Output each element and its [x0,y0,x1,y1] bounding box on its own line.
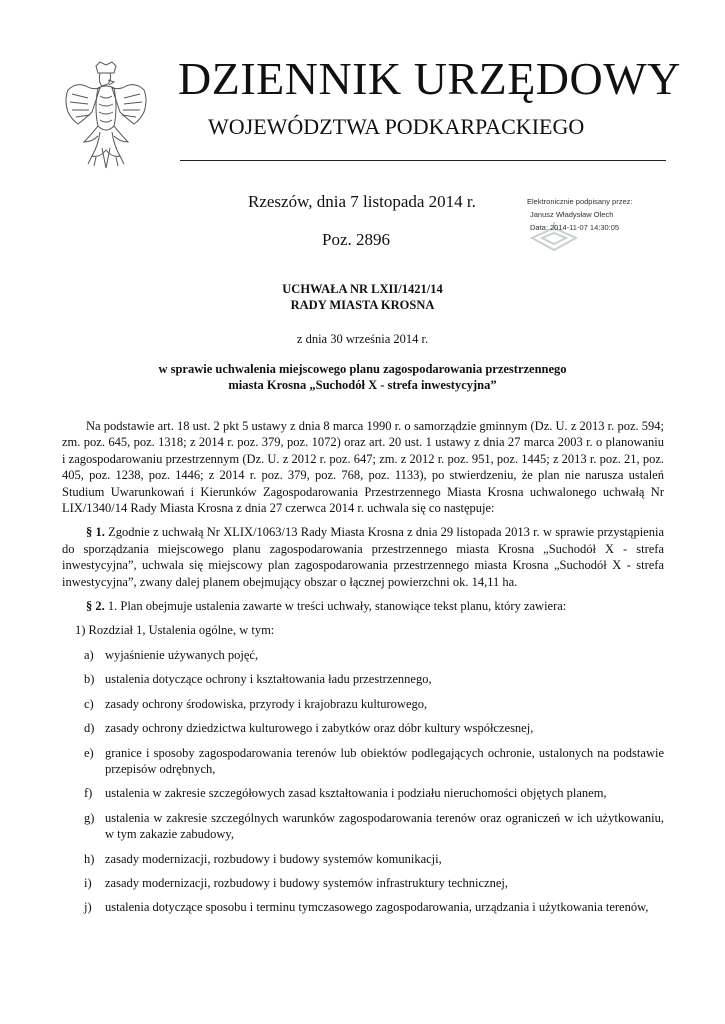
act-subject [0,361,725,393]
list-item-text: ustalenia w zakresie szczególnych warunków zagospodarowania terenów oraz ograniczeń w ich użytkowaniu, w tym zakazie zabudowy, [105,810,664,842]
list-item-text: zasady modernizacji, rozbudowy i budowy systemów komunikacji, [105,851,442,866]
signature-label: Elektronicznie podpisany przez: [527,197,633,206]
act-subject-line-1: w sprawie uchwalenia miejscowego planu zagospodarowania przestrzennego [158,362,567,376]
list-item [84,851,664,867]
list-item-text: zasady modernizacji, rozbudowy i budowy systemów infrastruktury technicznej, [105,875,509,890]
position-number: Poz. 2896 [322,230,390,249]
list-item-marker: i) [84,875,92,890]
list-item-text: wyjaśnienie używanych pojęć, [105,647,259,662]
list-item [84,720,664,736]
list-item [84,875,664,891]
list-item [84,647,664,663]
section-2-paragraph [62,598,664,614]
list-item-marker: j) [84,900,92,915]
list-item-marker: f) [84,786,93,801]
section-1-text: Zgodnie z uchwałą Nr XLIX/1063/13 Rady Miasta Krosna z dnia 29 listopada 2013 r. w sprawie przystąpienia do sporządzania miejscowego planu zagospodarowania przestrzennego miasta Krosna „Suchodół X - strefa inwestycyjna”, uchwala się miejscowy plan zagospodarowania przestrzennego miasta Krosna „Suchodół X - strefa inwestycyjna”, zwany dalej planem obejmujący obszar o łącznej powierzchni ok. 14,11 ha. [62,525,664,589]
act-date: z dnia 30 września 2014 r. [296,332,429,346]
journal-subtitle: WOJEWÓDZTWA PODKARPACKIEGO [208,114,585,139]
list-item-text: zasady ochrony środowiska, przyrody i krajobrazu kulturowego, [105,696,428,711]
list-item [84,810,664,843]
journal-title: DZIENNIK URZĘDOWY [178,53,681,104]
signature-date: Data: 2014-11-07 14:30:05 [530,223,620,232]
list-item-text: ustalenia dotyczące ochrony i kształtowania ładu przestrzennego, [105,672,432,687]
list-item [84,671,664,687]
list-item-marker: c) [84,696,94,711]
section-2-text: 1. Plan obejmuje ustalenia zawarte w treści uchwały, stanowiące tekst planu, który zawiera: [104,599,567,614]
section-1-mark: § 1. [86,525,105,540]
section-2-mark: § 2. [86,599,105,614]
act-title [0,281,725,313]
act-subject-line-2: miasta Krosna „Suchodół X - strefa inwestycyjna” [228,378,497,392]
list-item-marker: h) [84,851,95,866]
scope-list [62,647,664,916]
section-1-paragraph [62,524,664,590]
preamble-paragraph: Na podstawie art. 18 ust. 2 pkt 5 ustawy z dnia 8 marca 1990 r. o samorządzie gminnym (Dz. U. z 2013 r. poz. 594; zm. poz. 645, poz. 1318; z 2014 r. poz. 379, poz. 1072) oraz art. 20 ust. 1 ustawy z dnia 27 marca 2003 r. o planowaniu i zagospodarowaniu przestrzennym (Dz. U. z 2012 r. poz. 647; zm. z 2012 r. poz. 951, poz. 1445; z 2013 r. poz. 21, poz. 405, poz. 1238, poz. 1446; z 2014 r. poz. 379, poz. 768, poz. 1133), po stwierdzeniu, że plan nie narusza ustaleń Studium Uwarunkowań i Kierunków Zagospodarowania Przestrzennego Miasta Krosna uchwalonego uchwałą Nr LIX/1340/14 Rady Miasta Krosna z dnia 27 czerwca 2014 r. uchwala się co następuje: [62,419,664,516]
list-item-text: ustalenia dotyczące sposobu i terminu tymczasowego zagospodarowania, urządzania i użytkowania terenów, [105,900,649,915]
list-item [84,745,664,778]
act-number: UCHWAŁA NR LXII/1421/14 [282,282,443,296]
document-body [62,418,664,916]
list-item-text: granice i sposoby zagospodarowania terenów lub obiektów podlegających ochronie, ustalonych na podstawie przepisów odrębnych, [105,745,664,776]
list-item-text: zasady ochrony dziedzictwa kulturowego i zabytków oraz dóbr kultury współczesnej, [105,721,534,736]
masthead-divider [180,160,666,161]
electronic-signature-block [526,196,686,266]
list-item-marker: a) [84,647,94,662]
list-item-marker: g) [84,810,95,825]
list-item-marker: b) [84,672,95,687]
list-item [84,696,664,712]
signature-signer: Janusz Władysław Olech [530,210,614,219]
list-item-marker: e) [84,745,94,760]
list-item-marker: d) [84,721,95,736]
list-heading: 1) Rozdział 1, Ustalenia ogólne, w tym: [75,623,275,638]
polish-eagle-emblem-icon [62,60,150,172]
list-item [84,899,664,915]
place-and-date: Rzeszów, dnia 7 listopada 2014 r. [248,192,476,211]
list-item [84,785,664,801]
act-issuer: RADY MIASTA KROSNA [290,298,435,312]
list-item-text: ustalenia w zakresie szczegółowych zasad kształtowania i podziału nieruchomości objętych planem, [105,786,607,801]
